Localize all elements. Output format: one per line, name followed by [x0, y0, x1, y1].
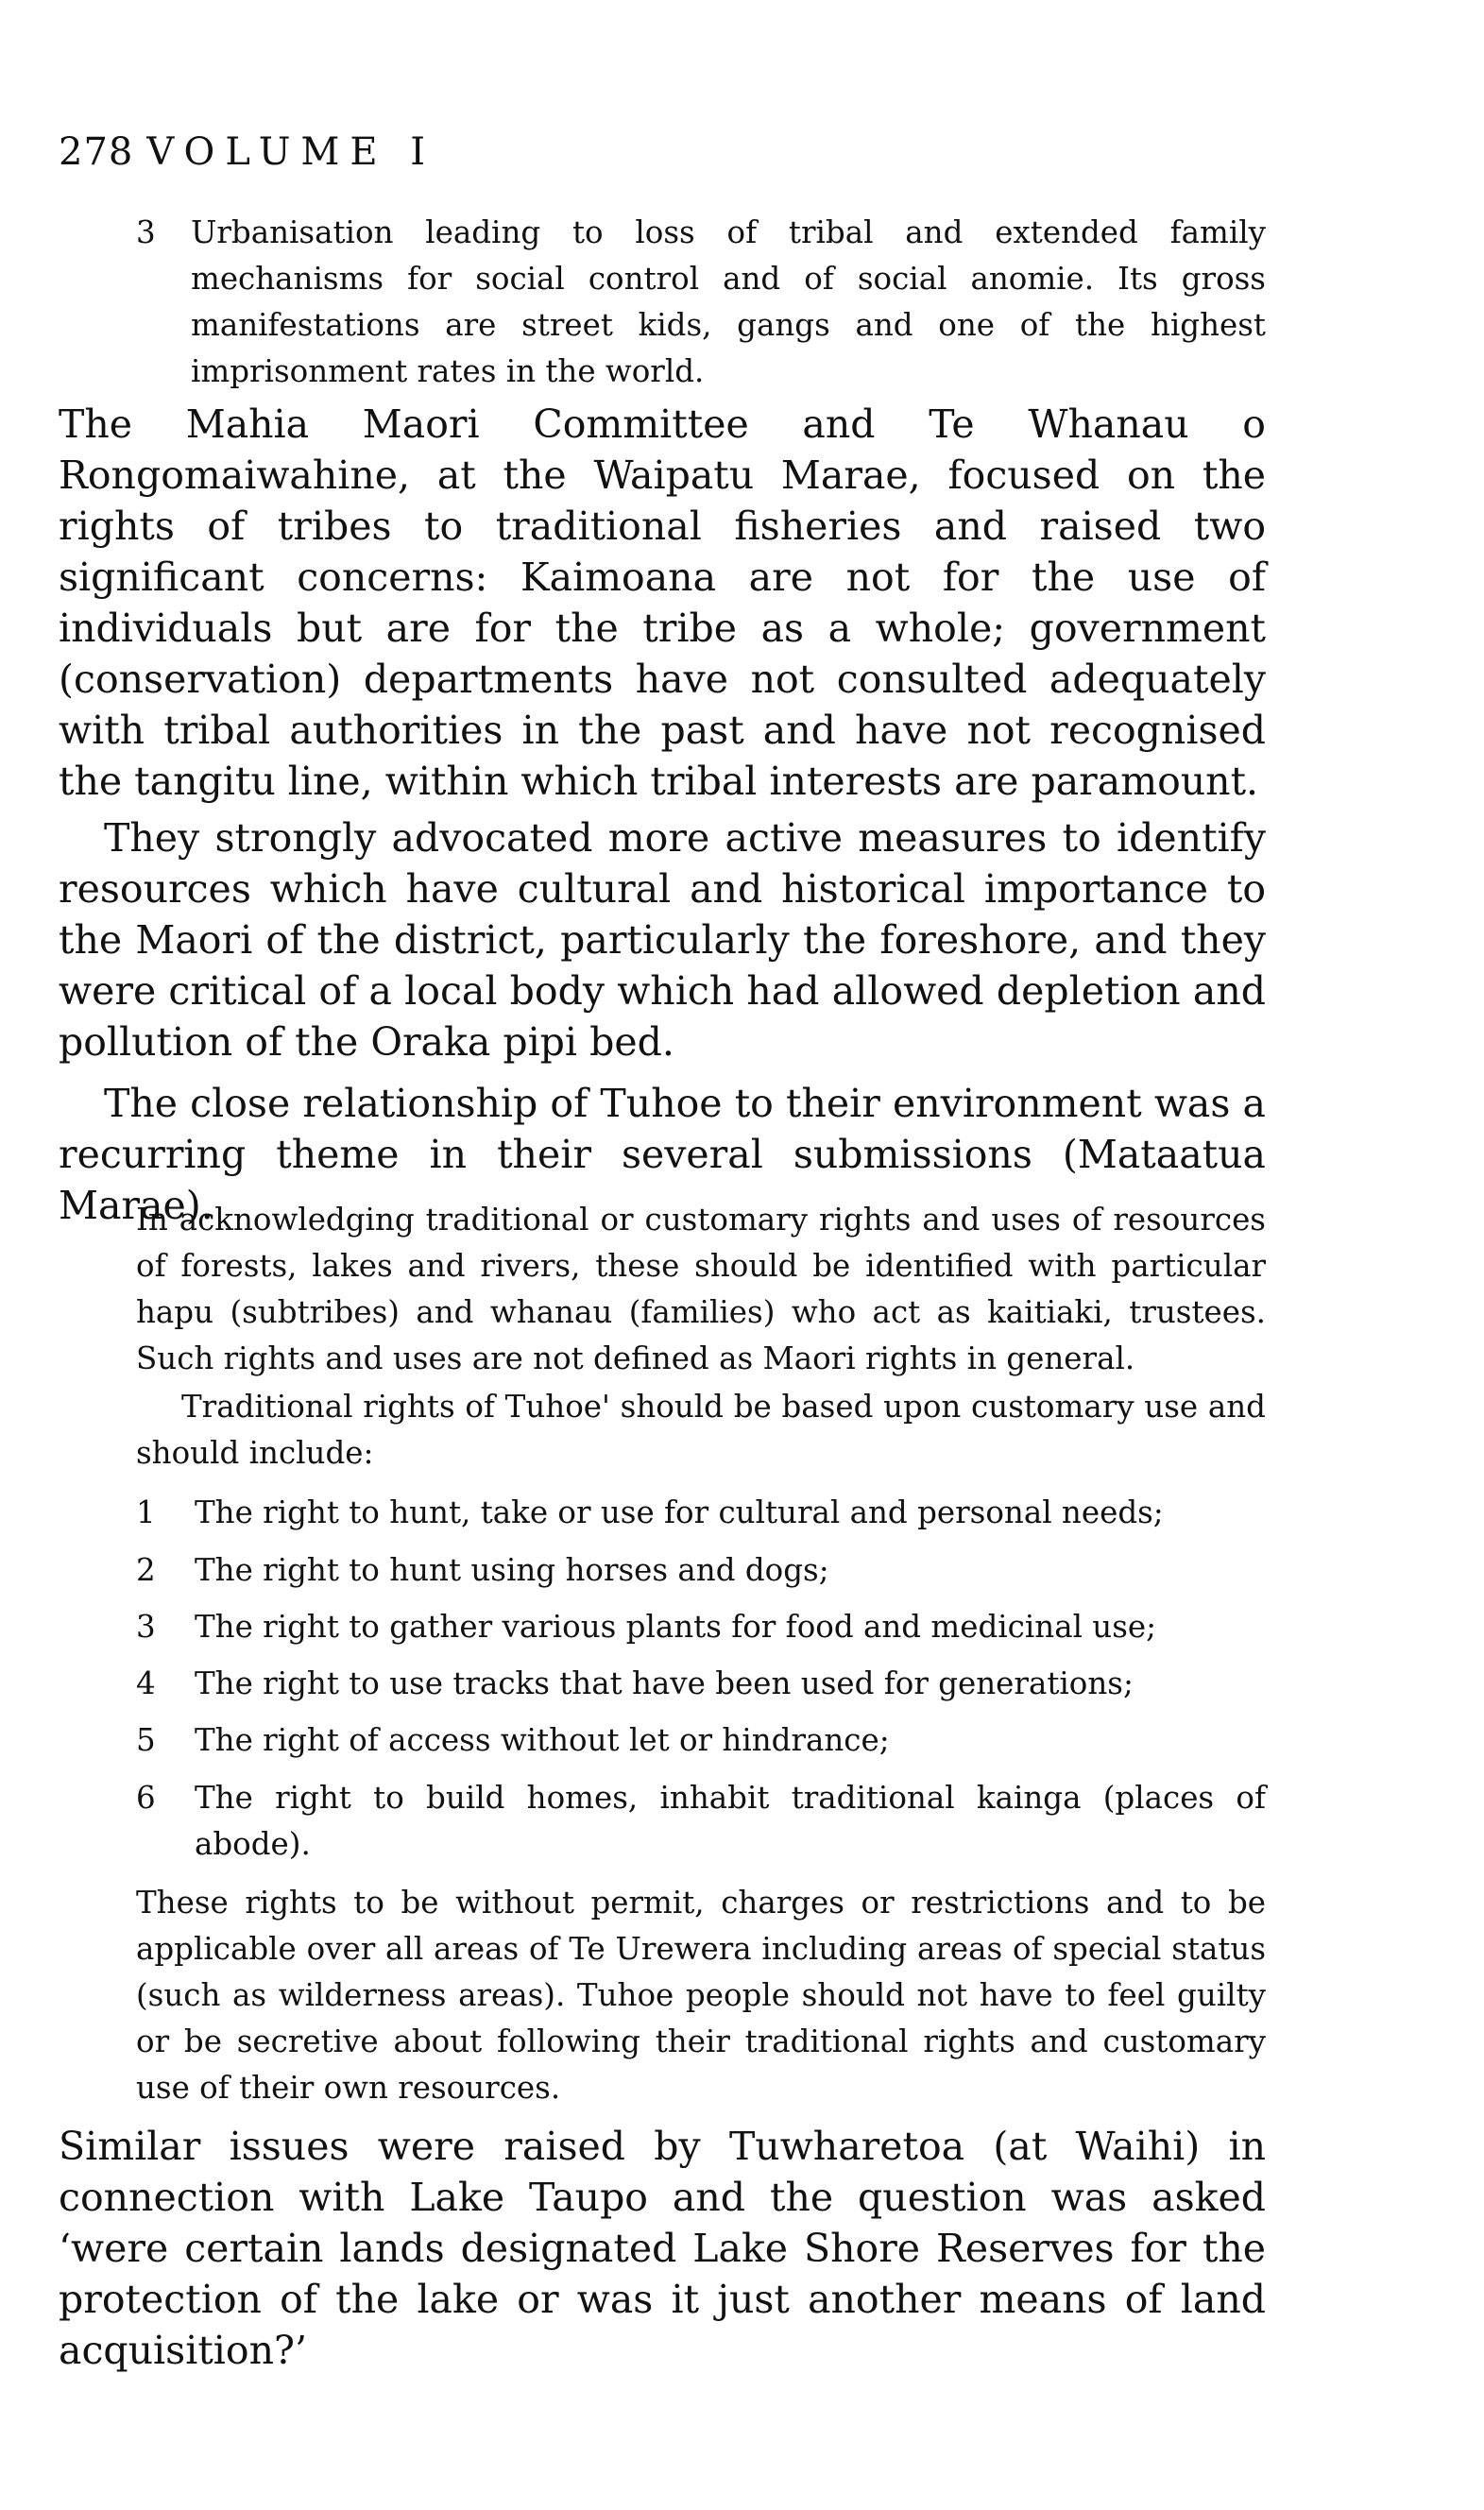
- list-text: The right to hunt using horses and dogs;: [195, 1552, 829, 1588]
- running-head: [59, 130, 435, 174]
- list-text: The right to gather various plants for food and medicinal use;: [195, 1609, 1157, 1645]
- list-item: [136, 1661, 1266, 1707]
- list-text: The right of access without let or hindrance;: [195, 1722, 890, 1758]
- quote-intro: In acknowledging traditional or customary rights and uses of resources of forests, lakes and rivers, these should be identified with particular hapu (subtribes) and whanau (families) who act as kaitiaki, trustees. Such rights and uses are not defined as Maori rights in general.: [136, 1202, 1266, 1376]
- list-number: 4: [136, 1665, 156, 1701]
- quote-closing: These rights to be without permit, charges or restrictions and to be applicable over all areas of Te Urewera including areas of special status (such as wilderness areas). Tuhoe people should not have to feel guilty or be secretive about following their traditional rights and customary use of their own resources.: [136, 1885, 1266, 2106]
- list-item: [136, 1604, 1266, 1650]
- list-number: 5: [136, 1722, 156, 1758]
- list-text: The right to build homes, inhabit traditional kainga (places of abode).: [195, 1780, 1266, 1862]
- paragraph-tuwharetoa: Similar issues were raised by Tuwharetoa (at Waihi) in connection with Lake Taupo and the question was asked ‘were certain lands designated Lake Shore Reserves for the protection of the lake or was it just another means of land acquisition?’: [59, 2124, 1266, 2373]
- list-text: The right to use tracks that have been used for generations;: [195, 1665, 1134, 1701]
- list-item: [136, 1717, 1266, 1764]
- paragraph-tuhoe: The close relationship of Tuhoe to their environment was a recurring theme in their several submissions (Mataatua Marae).: [59, 1081, 1266, 1228]
- list-item: [136, 1490, 1266, 1536]
- urbanisation-item: [59, 210, 1266, 395]
- paragraph-resources: They strongly advocated more active measures to identify resources which have cultural and historical importance to the Maori of the district, particularly the foreshore, and they were critical of a local body which had allowed depletion and pollution of the Oraka pipi bed.: [59, 815, 1266, 1065]
- list-number: 3: [136, 1609, 156, 1645]
- list-item: [136, 1775, 1266, 1868]
- list-number: 2: [136, 1552, 156, 1588]
- volume-title: VOLUME I: [146, 130, 436, 174]
- list-number: 1: [136, 1494, 156, 1530]
- list-item: [136, 1547, 1266, 1594]
- page-number: 278: [59, 130, 134, 174]
- item-number: 3: [136, 214, 156, 250]
- item-text: Urbanisation leading to loss of tribal and extended family mechanisms for social control and of social anomie. Its gross manifestations are street kids, gangs and one of the highest imprisonment rates in the world.: [191, 214, 1266, 389]
- paragraph-mahia: The Mahia Maori Committee and Te Whanau o Rongomaiwahine, at the Waipatu Marae, focused on the rights of tribes to traditional fisheries and raised two significant concerns: Kaimoana are not for the use of individuals but are for the tribe as a whole; government (conservation) departments have not consulted adequately with tribal authorities in the past and have not recognised the tangitu line, within which tribal interests are paramount.: [59, 401, 1266, 804]
- list-number: 6: [136, 1780, 156, 1816]
- list-text: The right to hunt, take or use for cultural and personal needs;: [195, 1494, 1164, 1530]
- quote-rights-intro: Traditional rights of Tuhoe' should be based upon customary use and should include:: [136, 1389, 1266, 1471]
